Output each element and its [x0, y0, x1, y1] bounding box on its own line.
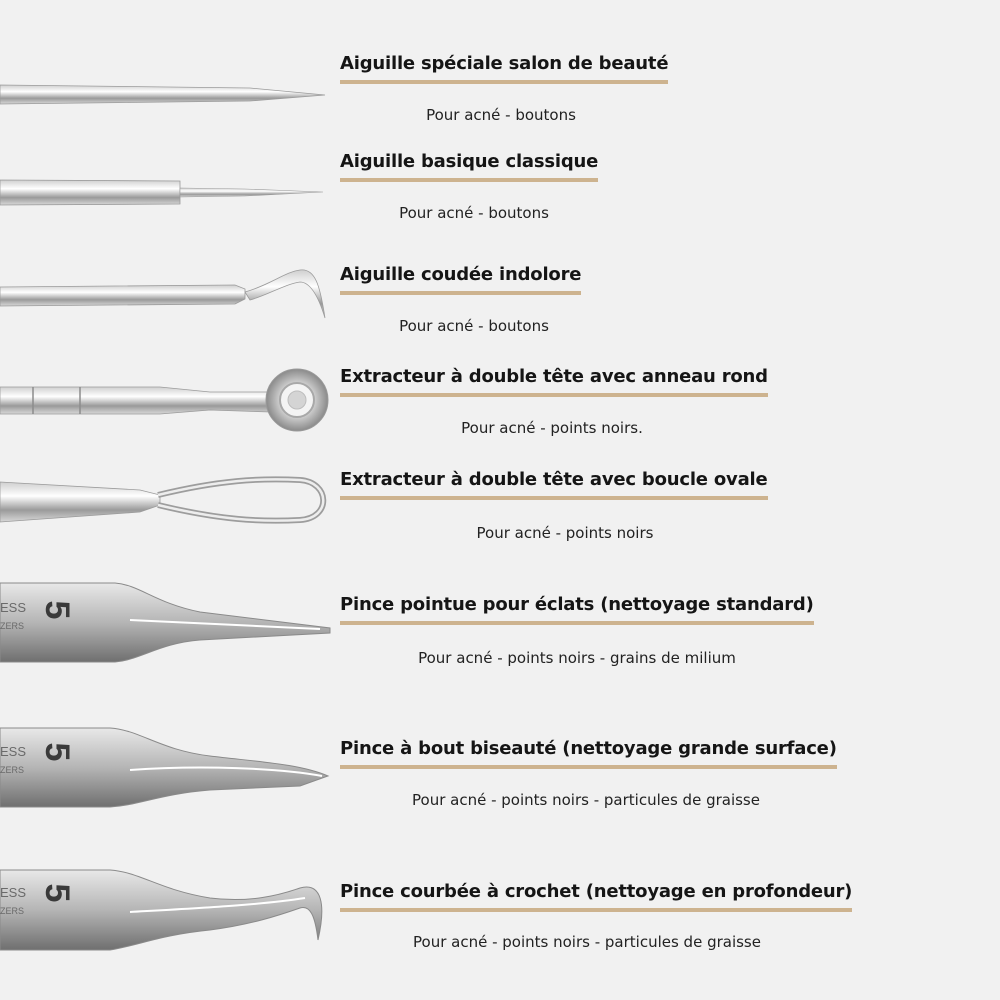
- slanted-tweezers-icon: [0, 728, 328, 807]
- tweezers-number: 5: [38, 742, 77, 762]
- tool-desc: Pour acné - boutons: [399, 204, 549, 222]
- pointed-tweezers-icon: [0, 583, 330, 662]
- tweezers-brand-subtext: ZERS: [0, 765, 25, 775]
- tweezers-brand-text: ESS: [0, 600, 27, 615]
- tool-desc: Pour acné - points noirs: [476, 524, 654, 542]
- tool-item-8: [340, 880, 852, 912]
- tool-title: Extracteur à double tête avec boucle ovale: [340, 468, 768, 500]
- tweezers-brand-subtext: ZERS: [0, 621, 25, 631]
- tool-item-7: [340, 737, 837, 769]
- tweezers-number: 5: [38, 600, 77, 620]
- tool-title: Pince pointue pour éclats (nettoyage standard): [340, 593, 814, 625]
- thin-needle-icon: [0, 180, 323, 205]
- tool-desc: Pour acné - boutons: [426, 106, 576, 124]
- tool-desc: Pour acné - points noirs - particules de graisse: [413, 933, 761, 951]
- tool-item-5: [340, 468, 768, 500]
- tool-item-2: [340, 150, 598, 182]
- tool-item-1: [340, 52, 668, 84]
- tool-title: Pince à bout biseauté (nettoyage grande surface): [340, 737, 837, 769]
- tool-title: Pince courbée à crochet (nettoyage en profondeur): [340, 880, 852, 912]
- tool-item-6: [340, 593, 814, 625]
- oval-loop-extractor-icon: [0, 479, 323, 522]
- straight-needle-icon: [0, 85, 325, 104]
- tool-desc: Pour acné - points noirs.: [461, 419, 643, 437]
- tool-item-3: [340, 263, 581, 295]
- round-ring-extractor-icon: [0, 369, 328, 431]
- bent-needle-icon: [0, 270, 325, 318]
- tool-title: Extracteur à double tête avec anneau rond: [340, 365, 768, 397]
- tweezers-brand-text: ESS: [0, 885, 27, 900]
- tool-title: Aiguille coudée indolore: [340, 263, 581, 295]
- tool-desc: Pour acné - points noirs - grains de milium: [418, 649, 736, 667]
- tool-item-4: [340, 365, 768, 397]
- tool-title: Aiguille spéciale salon de beauté: [340, 52, 668, 84]
- tweezers-brand-text: ESS: [0, 744, 27, 759]
- tool-title: Aiguille basique classique: [340, 150, 598, 182]
- tweezers-brand-subtext: ZERS: [0, 906, 25, 916]
- tweezers-number: 5: [38, 883, 77, 903]
- tool-desc: Pour acné - points noirs - particules de graisse: [412, 791, 760, 809]
- tools-illustration: [0, 0, 340, 1000]
- tool-desc: Pour acné - boutons: [399, 317, 549, 335]
- hooked-tweezers-icon: [0, 870, 322, 950]
